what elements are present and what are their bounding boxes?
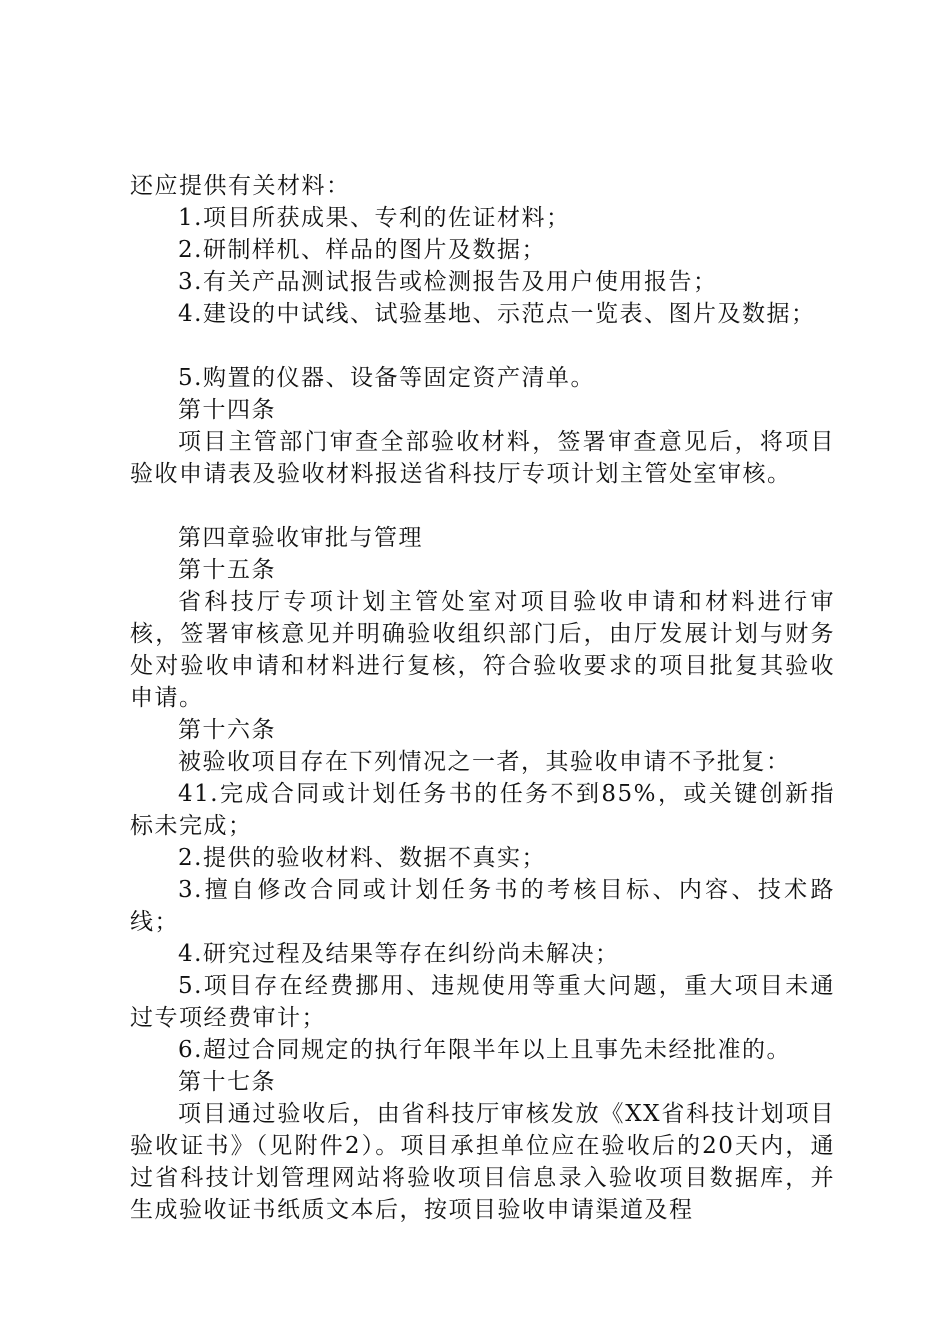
- article-heading: 第十七条: [178, 1069, 276, 1095]
- list-item: 1.项目所获成果、专利的佐证材料；: [178, 205, 571, 231]
- list-item: 5.购置的仪器、设备等固定资产清单。: [178, 365, 595, 391]
- list-item: 2.研制样机、样品的图片及数据；: [178, 237, 546, 263]
- document-body: [130, 170, 835, 1226]
- list-item: 3.有关产品测试报告或检测报告及用户使用报告；: [178, 269, 718, 295]
- article-body: 被验收项目存在下列情况之一者，其验收申请不予批复：: [178, 749, 791, 775]
- article-heading: 第十四条: [178, 397, 276, 423]
- list-item: 3.擅自修改合同或计划任务书的考核目标、内容、技术路线；: [130, 877, 835, 935]
- article-heading: 第十五条: [178, 557, 276, 583]
- list-item: 6.超过合同规定的执行年限半年以上且事先未经批准的。: [178, 1037, 791, 1063]
- article-body: 项目通过验收后，由省科技厅审核发放《XX省科技计划项目验收证书》（见附件2）。项目承担单位应在验收后的20天内，通过省科技计划管理网站将验收项目信息录入验收项目数据库，并生成验收证书纸质文本后，按项目验收申请渠道及程: [130, 1101, 835, 1223]
- article-body: 省科技厅专项计划主管处室对项目验收申请和材料进行审核，签署审核意见并明确验收组织部门后，由厅发展计划与财务处对验收申请和材料进行复核，符合验收要求的项目批复其验收申请。: [130, 589, 835, 711]
- list-item: 5.项目存在经费挪用、违规使用等重大问题，重大项目未通过专项经费审计；: [130, 973, 835, 1031]
- list-item: 4.研究过程及结果等存在纠纷尚未解决；: [178, 941, 620, 967]
- article-heading: 第十六条: [178, 717, 276, 743]
- list-item: 2.提供的验收材料、数据不真实；: [178, 845, 546, 871]
- list-item: 41.完成合同或计划任务书的任务不到85%，或关键创新指标未完成；: [130, 781, 835, 839]
- list-item: 4.建设的中试线、试验基地、示范点一览表、图片及数据；: [178, 301, 816, 327]
- chapter-heading: 第四章验收审批与管理: [178, 525, 423, 551]
- article-body: 项目主管部门审查全部验收材料，签署审查意见后，将项目验收申请表及验收材料报送省科技厅专项计划主管处室审核。: [130, 429, 835, 487]
- intro-line: 还应提供有关材料：: [130, 173, 351, 199]
